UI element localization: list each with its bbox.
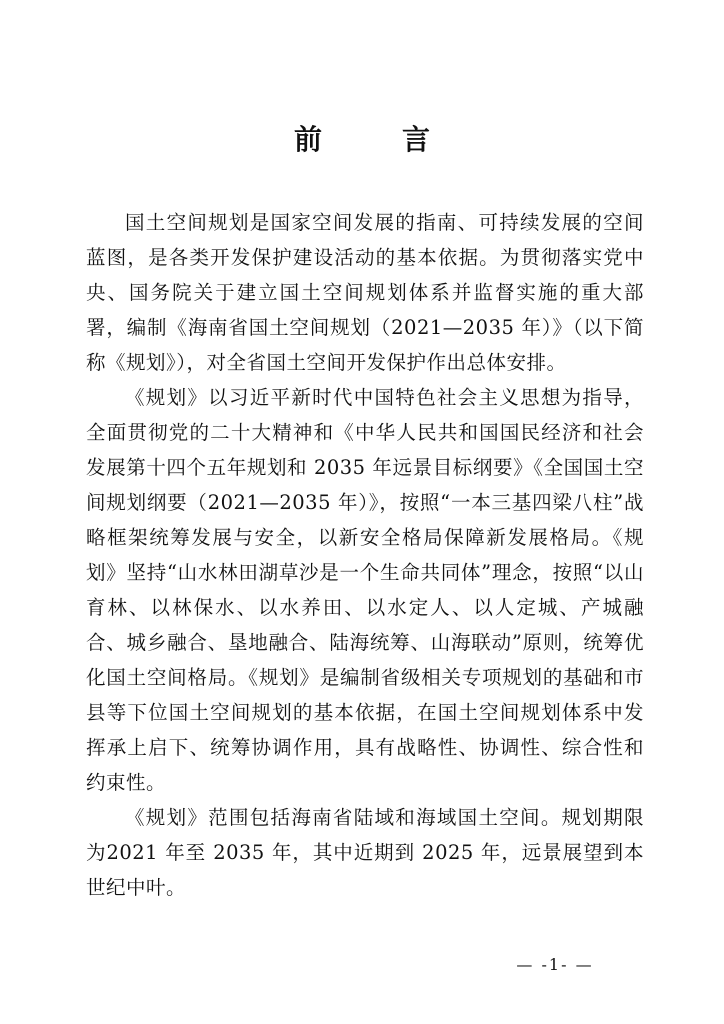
paragraph-1: 国土空间规划是国家空间发展的指南、可持续发展的空间蓝图，是各类开发保护建设活动的基本依据。为贯彻落实党中央、国务院关于建立国土空间规划体系并监督实施的重大部署，编制《海南省国土空间规划（2021—2035 年）》（以下简称《规划》），对全省国土空间开发保护作出总体安排。: [86, 211, 644, 374]
page-number: — -1- —: [516, 955, 594, 974]
page-title: 前 言: [293, 123, 456, 156]
body-text: [86, 205, 644, 905]
paragraph-2: 《规划》以习近平新时代中国特色社会主义思想为指导，全面贯彻党的二十大精神和《中华人民共和国国民经济和社会发展第十四个五年规划和 2035 年远景目标纲要》《全国国土空间规划纲要（2021—2035 年）》，按照“一本三基四梁八柱”战略框架统筹发展与安全，以新安全格局保障新发展格局。《规划》坚持“山水林田湖草沙是一个生命共同体”理念，按照“以山育林、以林保水、以水养田、以水定人、以人定城、产城融合、城乡融合、垦地融合、陆海统筹、山海联动”原则，统筹优化国土空间格局。《规划》是编制省级相关专项规划的基础和市县等下位国土空间规划的基本依据，在国土空间规划体系中发挥承上启下、统筹协调作用，具有战略性、协调性、综合性和约束性。: [86, 386, 644, 794]
paragraph-3: 《规划》范围包括海南省陆域和海域国土空间。规划期限为2021 年至 2035 年，其中近期到 2025 年，远景展望到本世纪中叶。: [86, 806, 644, 899]
